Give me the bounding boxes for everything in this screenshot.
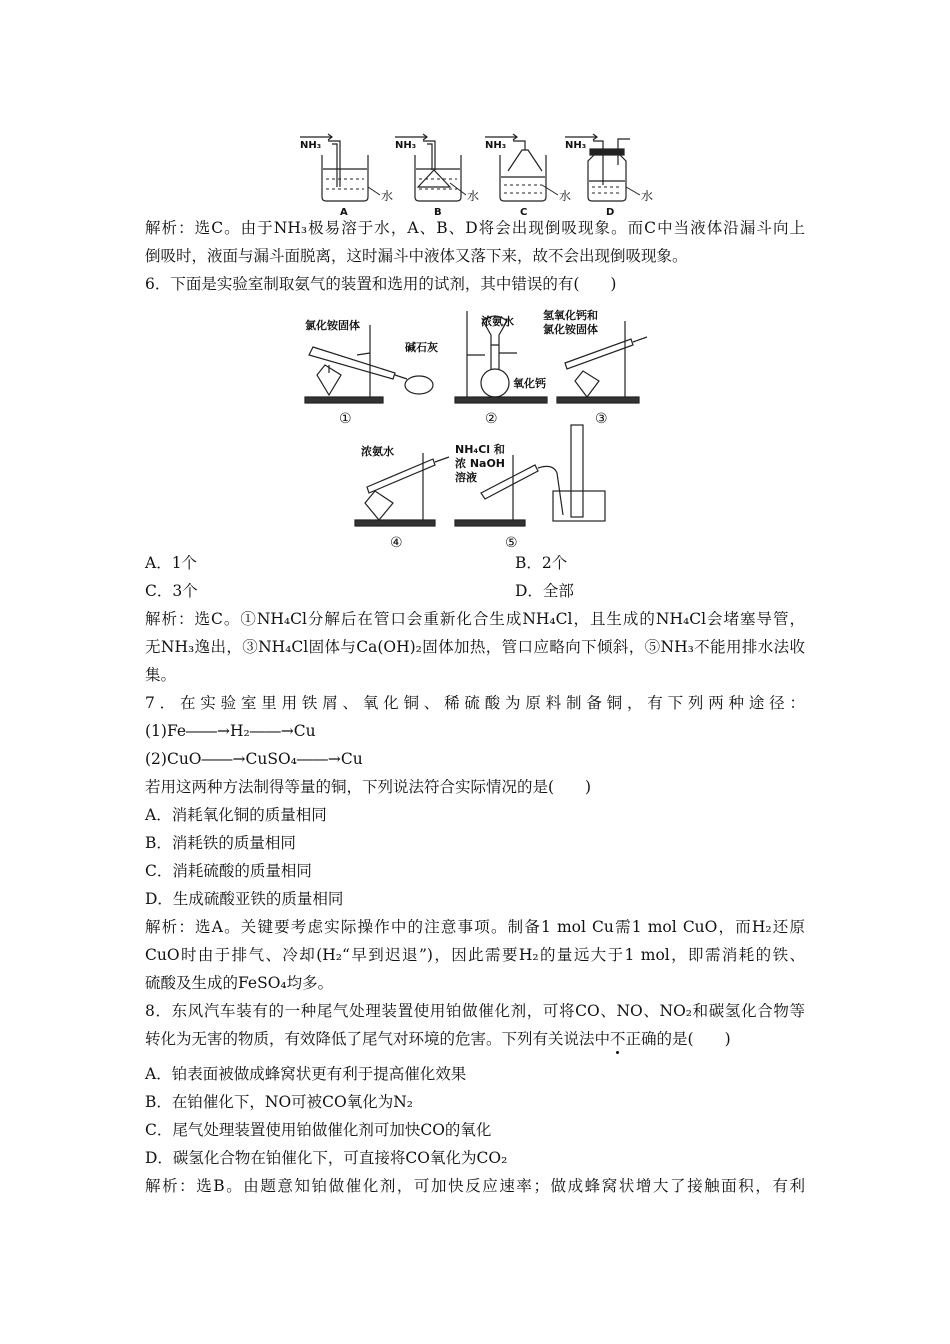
fig-label-a: A [340, 207, 348, 218]
num-3: ③ [595, 411, 608, 427]
num-4: ④ [390, 535, 403, 551]
q7-question: 若用这两种方法制得等量的铜，下列说法符合实际情况的是( ) [145, 778, 592, 796]
q5-analysis-line-2: 倒吸时，液面与漏斗面脱离，这时漏斗中液体又落下来，故不会出现倒吸现象。 [145, 247, 688, 265]
q8-stem-line-2 [145, 1028, 731, 1050]
q8-analysis-line-1: 解析：选B。由题意知铂做催化剂，可加快反应速率；做成蜂窝状增大了接触面积，有利 [145, 1177, 805, 1195]
ammonia-apparatus-figure [295, 305, 655, 553]
q6-analysis-line-2: 无NH₃逸出，③NH₄Cl固体与Ca(OH)₂固体加热，管口应略向下倾斜，⑤NH₃不能用排水法收 [145, 638, 805, 656]
q7-analysis-line-2: CuO时由于排气、冷却(H₂“早到迟退”)，因此需要H₂的量远大于1 mol，即需消耗的铁、 [145, 946, 805, 964]
q6-analysis-line-3: 集。 [145, 666, 177, 684]
q8-stem-pre: 转化为无害的物质，有效降低了尾气对环境的危害。下列有关说法中 [145, 1030, 611, 1048]
water-label-a: 水 [381, 189, 394, 203]
water-label-d: 水 [641, 189, 654, 203]
nh3-absorption-figure [290, 125, 670, 220]
nh3-label-b: NH₃ [395, 140, 417, 151]
label-calcium-oxide: 氧化钙 [513, 377, 546, 390]
q6-analysis-line-1: 解析：选C。①NH₄Cl分解后在管口会重新化合生成NH₄Cl，且生成的NH₄Cl会堵塞导管， [145, 610, 805, 628]
q8-stem-emphasis: 不 [610, 1030, 626, 1048]
fig-label-c: C [520, 207, 528, 218]
q6-stem: 6．下面是实验室制取氨气的装置和选用的试剂，其中错误的有( ) [145, 275, 617, 293]
q6-option-b: B．2个 [515, 554, 568, 572]
water-label-c: 水 [559, 189, 572, 203]
label-nh4cl-3: 溶液 [455, 471, 477, 484]
label-mix-2: 氯化铵固体 [543, 323, 598, 336]
q7-option-c: C．消耗硫酸的质量相同 [145, 862, 312, 880]
q7-route-1: (1)Fe――→H₂――→Cu [145, 722, 316, 740]
label-soda-lime: 碱石灰 [405, 341, 438, 354]
q8-option-d: D．碳氢化合物在铂催化下，可直接将CO氧化为CO₂ [145, 1149, 508, 1167]
q8-option-b: B．在铂催化下，NO可被CO氧化为N₂ [145, 1093, 414, 1111]
label-conc-ammonia-2: 浓氨水 [481, 315, 514, 328]
nh3-label-c: NH₃ [485, 140, 507, 151]
q8-stem-line-1: 8．东风汽车装有的一种尾气处理装置使用铂做催化剂，可将CO、NO、NO₂和碳氢化合物等 [145, 1002, 805, 1020]
q7-option-a: A．消耗氧化铜的质量相同 [145, 806, 327, 824]
water-label-b: 水 [467, 189, 480, 203]
fig-label-b: B [434, 207, 442, 218]
q7-stem: 7．在实验室里用铁屑、氧化铜、稀硫酸为原料制备铜，有下列两种途径： [145, 694, 805, 712]
q7-route-2: (2)CuO――→CuSO₄――→Cu [145, 750, 363, 768]
q7-option-d: D．生成硫酸亚铁的质量相同 [145, 890, 344, 908]
q8-option-a: A．铂表面被做成蜂窝状更有利于提高催化效果 [145, 1065, 467, 1083]
label-nh4cl-1: NH₄Cl 和 [455, 443, 505, 456]
q7-analysis-line-3: 硫酸及生成的FeSO₄均多。 [145, 974, 334, 992]
nh3-label-d: NH₃ [565, 140, 587, 151]
q6-option-d: D．全部 [515, 582, 574, 600]
num-5: ⑤ [505, 535, 518, 551]
q7-option-b: B．消耗铁的质量相同 [145, 834, 296, 852]
label-mix-1: 氢氧化钙和 [543, 309, 598, 322]
q8-option-c: C．尾气处理装置使用铂做催化剂可加快CO的氧化 [145, 1121, 492, 1139]
q6-option-c: C．3个 [145, 582, 198, 600]
q6-option-a: A．1个 [145, 554, 198, 572]
num-2: ② [485, 411, 498, 427]
q7-analysis-line-1: 解析：选A。关键要考虑实际操作中的注意事项。制备1 mol Cu需1 mol CuO，而H₂还原 [145, 918, 805, 936]
q5-analysis-line-1: 解析：选C。由于NH₃极易溶于水，A、B、D将会出现倒吸现象。而C中当液体沿漏斗向上 [145, 219, 805, 237]
num-1: ① [339, 411, 352, 427]
nh3-label-a: NH₃ [300, 140, 322, 151]
fig-label-d: D [606, 207, 615, 218]
label-nh4cl-2: 浓 NaOH [455, 457, 506, 470]
label-ammonium-chloride: 氯化铵固体 [305, 319, 360, 332]
q8-stem-post: 正确的是( ) [625, 1030, 731, 1048]
label-conc-ammonia-4: 浓氨水 [361, 445, 394, 458]
